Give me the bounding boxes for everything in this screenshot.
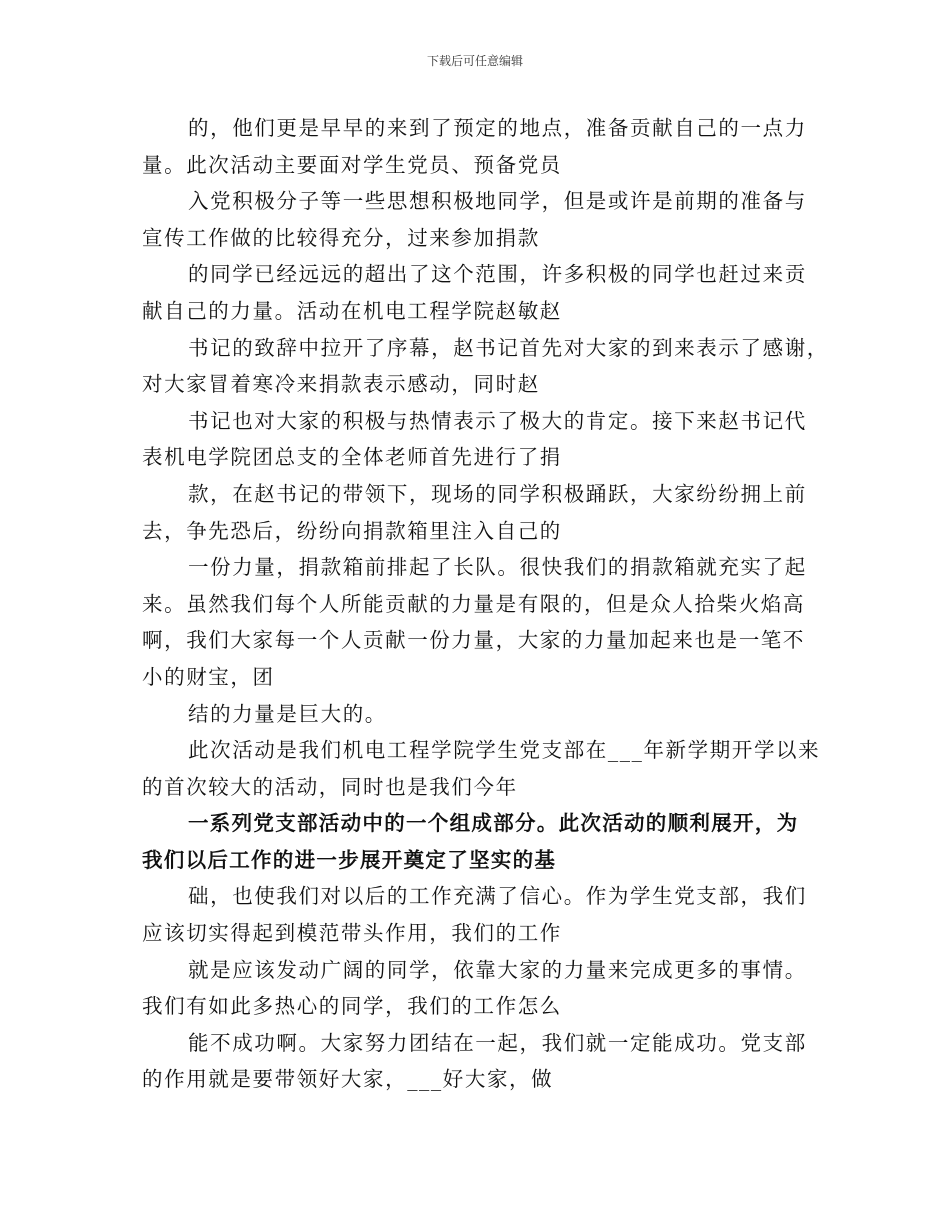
text-line: 的同学已经远远的超出了这个范围，许多积极的同学也赶过来贡 bbox=[188, 262, 807, 287]
text-line: 我们以后工作的进一步展开奠定了坚实的基 bbox=[142, 847, 557, 872]
text-line: 能不成功啊。大家努力团结在一起，我们就一定能成功。党支部 bbox=[188, 1030, 807, 1055]
text-line: 去，争先恐后，纷纷向捐款箱里注入自己的 bbox=[142, 518, 562, 543]
text-line: 款，在赵书记的带领下，现场的同学积极踊跃，大家纷纷拥上前 bbox=[188, 481, 807, 506]
paragraph bbox=[142, 952, 822, 1025]
text-line: 我们有如此多热心的同学，我们的工作怎么 bbox=[142, 994, 562, 1019]
paragraph bbox=[142, 256, 822, 329]
text-line: 结的力量是巨大的。 bbox=[188, 701, 387, 726]
paragraph bbox=[142, 330, 829, 403]
text-line: 就是应该发动广阔的同学，依靠大家的力量来完成更多的事情。 bbox=[188, 957, 807, 982]
text-line: 此次活动是我们机电工程学院学生党支部在___年新学期开学以来 bbox=[188, 738, 821, 763]
text-line: 入党积极分子等一些思想积极地同学，但是或许是前期的准备与 bbox=[188, 189, 807, 214]
text-line: 的，他们更是早早的来到了预定的地点，准备贡献自己的一点力 bbox=[188, 116, 807, 140]
paragraph bbox=[142, 696, 822, 733]
text-line: 的作用就是要带领好大家，___好大家，做 bbox=[142, 1067, 554, 1092]
text-line: 础，也使我们对以后的工作充满了信心。作为学生党支部，我们 bbox=[188, 884, 807, 909]
paragraph bbox=[142, 476, 822, 549]
document-body bbox=[142, 110, 829, 1098]
text-line: 书记的致辞中拉开了序幕，赵书记首先对大家的到来表示了感谢， bbox=[188, 335, 829, 360]
text-line: 小的财宝，团 bbox=[142, 664, 275, 689]
text-line: 来。虽然我们每个人所能贡献的力量是有限的，但是众人拾柴火焰高 bbox=[142, 591, 805, 616]
text-line: 啊，我们大家每一个人贡献一份力量，大家的力量加起来也是一笔不 bbox=[142, 628, 805, 653]
text-line: 献自己的力量。活动在机电工程学院赵敏赵 bbox=[142, 298, 562, 323]
paragraph bbox=[142, 878, 822, 951]
text-line: 的首次较大的活动，同时也是我们今年 bbox=[142, 774, 518, 799]
paragraph bbox=[142, 732, 822, 805]
text-line: 宣传工作做的比较得充分，过来参加捐款 bbox=[142, 225, 540, 250]
page-header: 下载后可任意编辑 bbox=[426, 54, 523, 68]
paragraph bbox=[142, 183, 822, 256]
bold-paragraph bbox=[142, 805, 822, 878]
text-line: 量。此次活动主要面对学生党员、预备党员 bbox=[142, 152, 562, 177]
text-line: 一系列党支部活动中的一个组成部分。此次活动的顺利展开，为 bbox=[188, 811, 799, 836]
paragraph bbox=[142, 1025, 822, 1098]
text-line: 表机电学院团总支的全体老师首先进行了捐 bbox=[142, 445, 562, 470]
text-line: 对大家冒着寒冷来捐款表示感动，同时赵 bbox=[142, 372, 540, 397]
text-line: 应该切实得起到模范带头作用，我们的工作 bbox=[142, 921, 562, 946]
text-line: 书记也对大家的积极与热情表示了极大的肯定。接下来赵书记代 bbox=[188, 408, 807, 433]
text-line: 一份力量，捐款箱前排起了长队。很快我们的捐款箱就充实了起 bbox=[188, 555, 807, 580]
paragraph bbox=[142, 110, 822, 183]
paragraph bbox=[142, 403, 822, 476]
paragraph bbox=[142, 549, 822, 695]
